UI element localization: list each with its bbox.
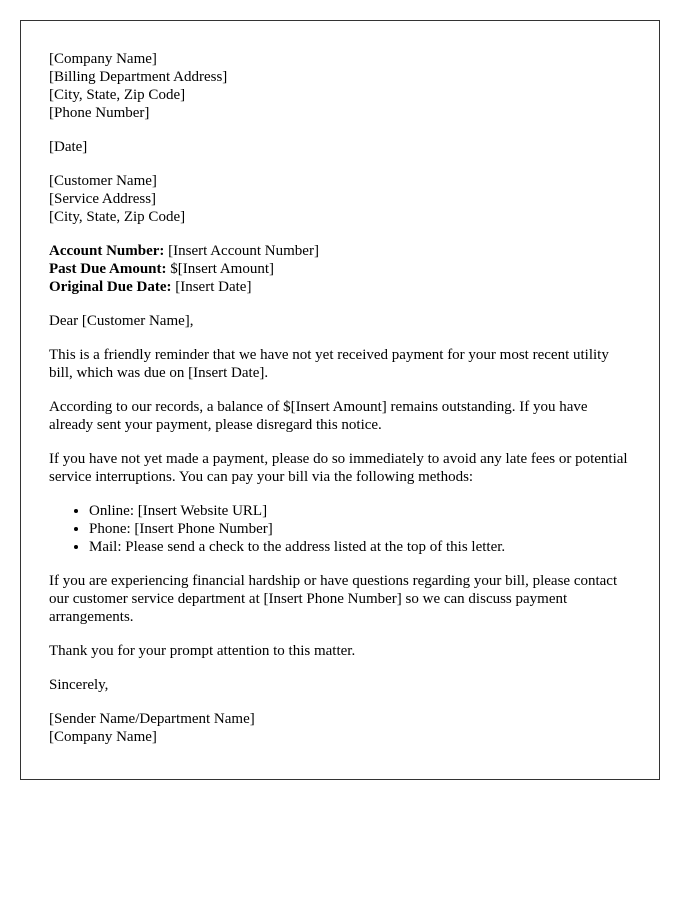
letter-date: [Date] [49,139,88,155]
original-due-line [49,278,631,296]
salutation: Dear [Customer Name], [49,313,194,329]
signature-block [49,710,631,746]
closing: Sincerely, [49,677,109,693]
account-number-label: Account Number: [49,243,165,259]
recipient-name: [Customer Name] [49,173,157,189]
past-due-value: $[Insert Amount] [166,261,274,277]
recipient-address-block [49,172,631,226]
body-paragraph-2: According to our records, a balance of $[Insert Amount] remains outstanding. If you have already sent your payment, please disregard this notice. [49,399,588,433]
payment-method-online: • Online: [Insert Website URL] [89,502,631,520]
body-paragraph-5: Thank you for your prompt attention to this matter. [49,643,356,659]
recipient-city-state-zip: [City, State, Zip Code] [49,209,186,225]
sender-company-name: [Company Name] [49,51,157,67]
original-due-label: Original Due Date: [49,279,172,295]
original-due-value: [Insert Date] [171,279,252,295]
date-block [49,138,631,156]
signature-sender-name: [Sender Name/Department Name] [49,711,255,727]
past-due-label: Past Due Amount: [49,261,167,277]
account-details-block [49,242,631,296]
sender-city-state-zip: [City, State, Zip Code] [49,87,186,103]
account-number-value: [Insert Account Number] [164,243,319,259]
signature-company-name: [Company Name] [49,729,157,745]
payment-method-mail: • Mail: Please send a check to the address listed at the top of this letter. [89,538,631,556]
payment-methods-list [49,502,631,556]
account-number-line [49,242,631,260]
sender-billing-address: [Billing Department Address] [49,69,228,85]
sender-address-block [49,50,631,122]
past-due-line [49,260,631,278]
body-paragraph-4: If you are experiencing financial hardship or have questions regarding your bill, please contact our customer service department at [Insert Phone Number] so we can discuss payment arrangements. [49,573,618,625]
recipient-service-address: [Service Address] [49,191,157,207]
sender-phone: [Phone Number] [49,105,150,121]
letter [20,20,660,780]
body-paragraph-1: This is a friendly reminder that we have not yet received payment for your most recent utility bill, which was due on [Insert Date]. [49,347,609,381]
body-paragraph-3: If you have not yet made a payment, please do so immediately to avoid any late fees or potential service interruptions. You can pay your bill via the following methods: [49,451,628,485]
payment-method-phone: • Phone: [Insert Phone Number] [89,520,631,538]
